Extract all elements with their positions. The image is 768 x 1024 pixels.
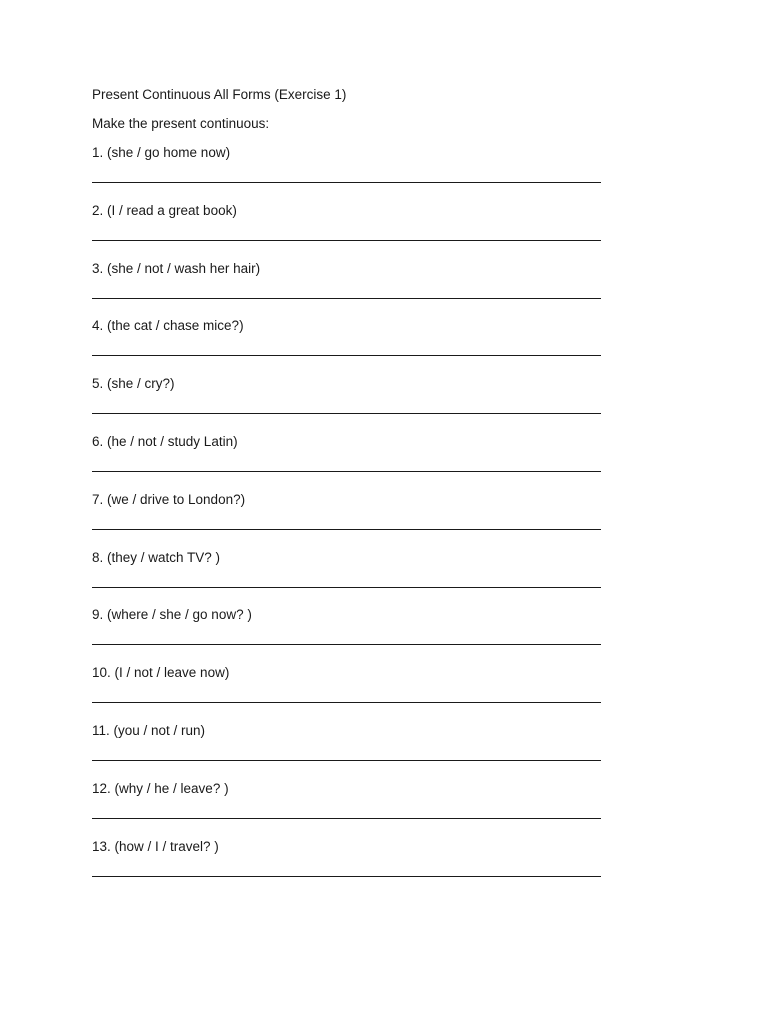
exercise-prompt: 13. (how / I / travel? ): [92, 838, 219, 854]
exercise-item: [92, 780, 602, 838]
answer-line: [92, 240, 601, 241]
exercise-prompt: 5. (she / cry?): [92, 376, 175, 392]
answer-line: [92, 644, 601, 645]
exercise-item: [92, 606, 602, 664]
answer-line: [92, 702, 601, 703]
exercise-item: [92, 491, 602, 549]
answer-line: [92, 529, 601, 530]
answer-line: [92, 413, 601, 414]
exercise-prompt: 3. (she / not / wash her hair): [92, 260, 261, 276]
exercise-item: [92, 260, 602, 318]
exercise-prompt: 9. (where / she / go now? ): [92, 607, 252, 623]
exercise-item: [92, 375, 602, 433]
exercise-prompt: 11. (you / not / run): [92, 722, 206, 738]
exercise-item: [92, 433, 602, 491]
exercise-prompt: 8. (they / watch TV? ): [92, 549, 221, 565]
exercise-prompt: 12. (why / he / leave? ): [92, 780, 229, 796]
answer-line: [92, 182, 601, 183]
exercise-item: [92, 664, 602, 722]
exercise-item: [92, 202, 602, 260]
answer-line: [92, 355, 601, 356]
worksheet-title: Present Continuous All Forms (Exercise 1): [92, 87, 347, 102]
exercise-prompt: 1. (she / go home now): [92, 145, 231, 160]
worksheet-instruction: Make the present continuous:: [92, 116, 270, 131]
exercise-item: [92, 317, 602, 375]
answer-line: [92, 587, 601, 588]
exercise-prompt: 7. (we / drive to London?): [92, 491, 246, 507]
exercise-prompt: 2. (I / read a great book): [92, 202, 237, 218]
exercise-item: [92, 549, 602, 607]
answer-line: [92, 818, 601, 819]
exercise-prompt: 4. (the cat / chase mice?): [92, 318, 244, 334]
worksheet: [92, 86, 602, 895]
exercise-prompt: 10. (I / not / leave now): [92, 665, 230, 681]
exercise-prompt: 6. (he / not / study Latin): [92, 433, 238, 449]
answer-line: [92, 760, 601, 761]
answer-line: [92, 876, 601, 877]
exercise-item: [92, 722, 602, 780]
exercise-item: [92, 838, 602, 896]
answer-line: [92, 471, 601, 472]
exercise-item: [92, 144, 602, 202]
answer-line: [92, 298, 601, 299]
